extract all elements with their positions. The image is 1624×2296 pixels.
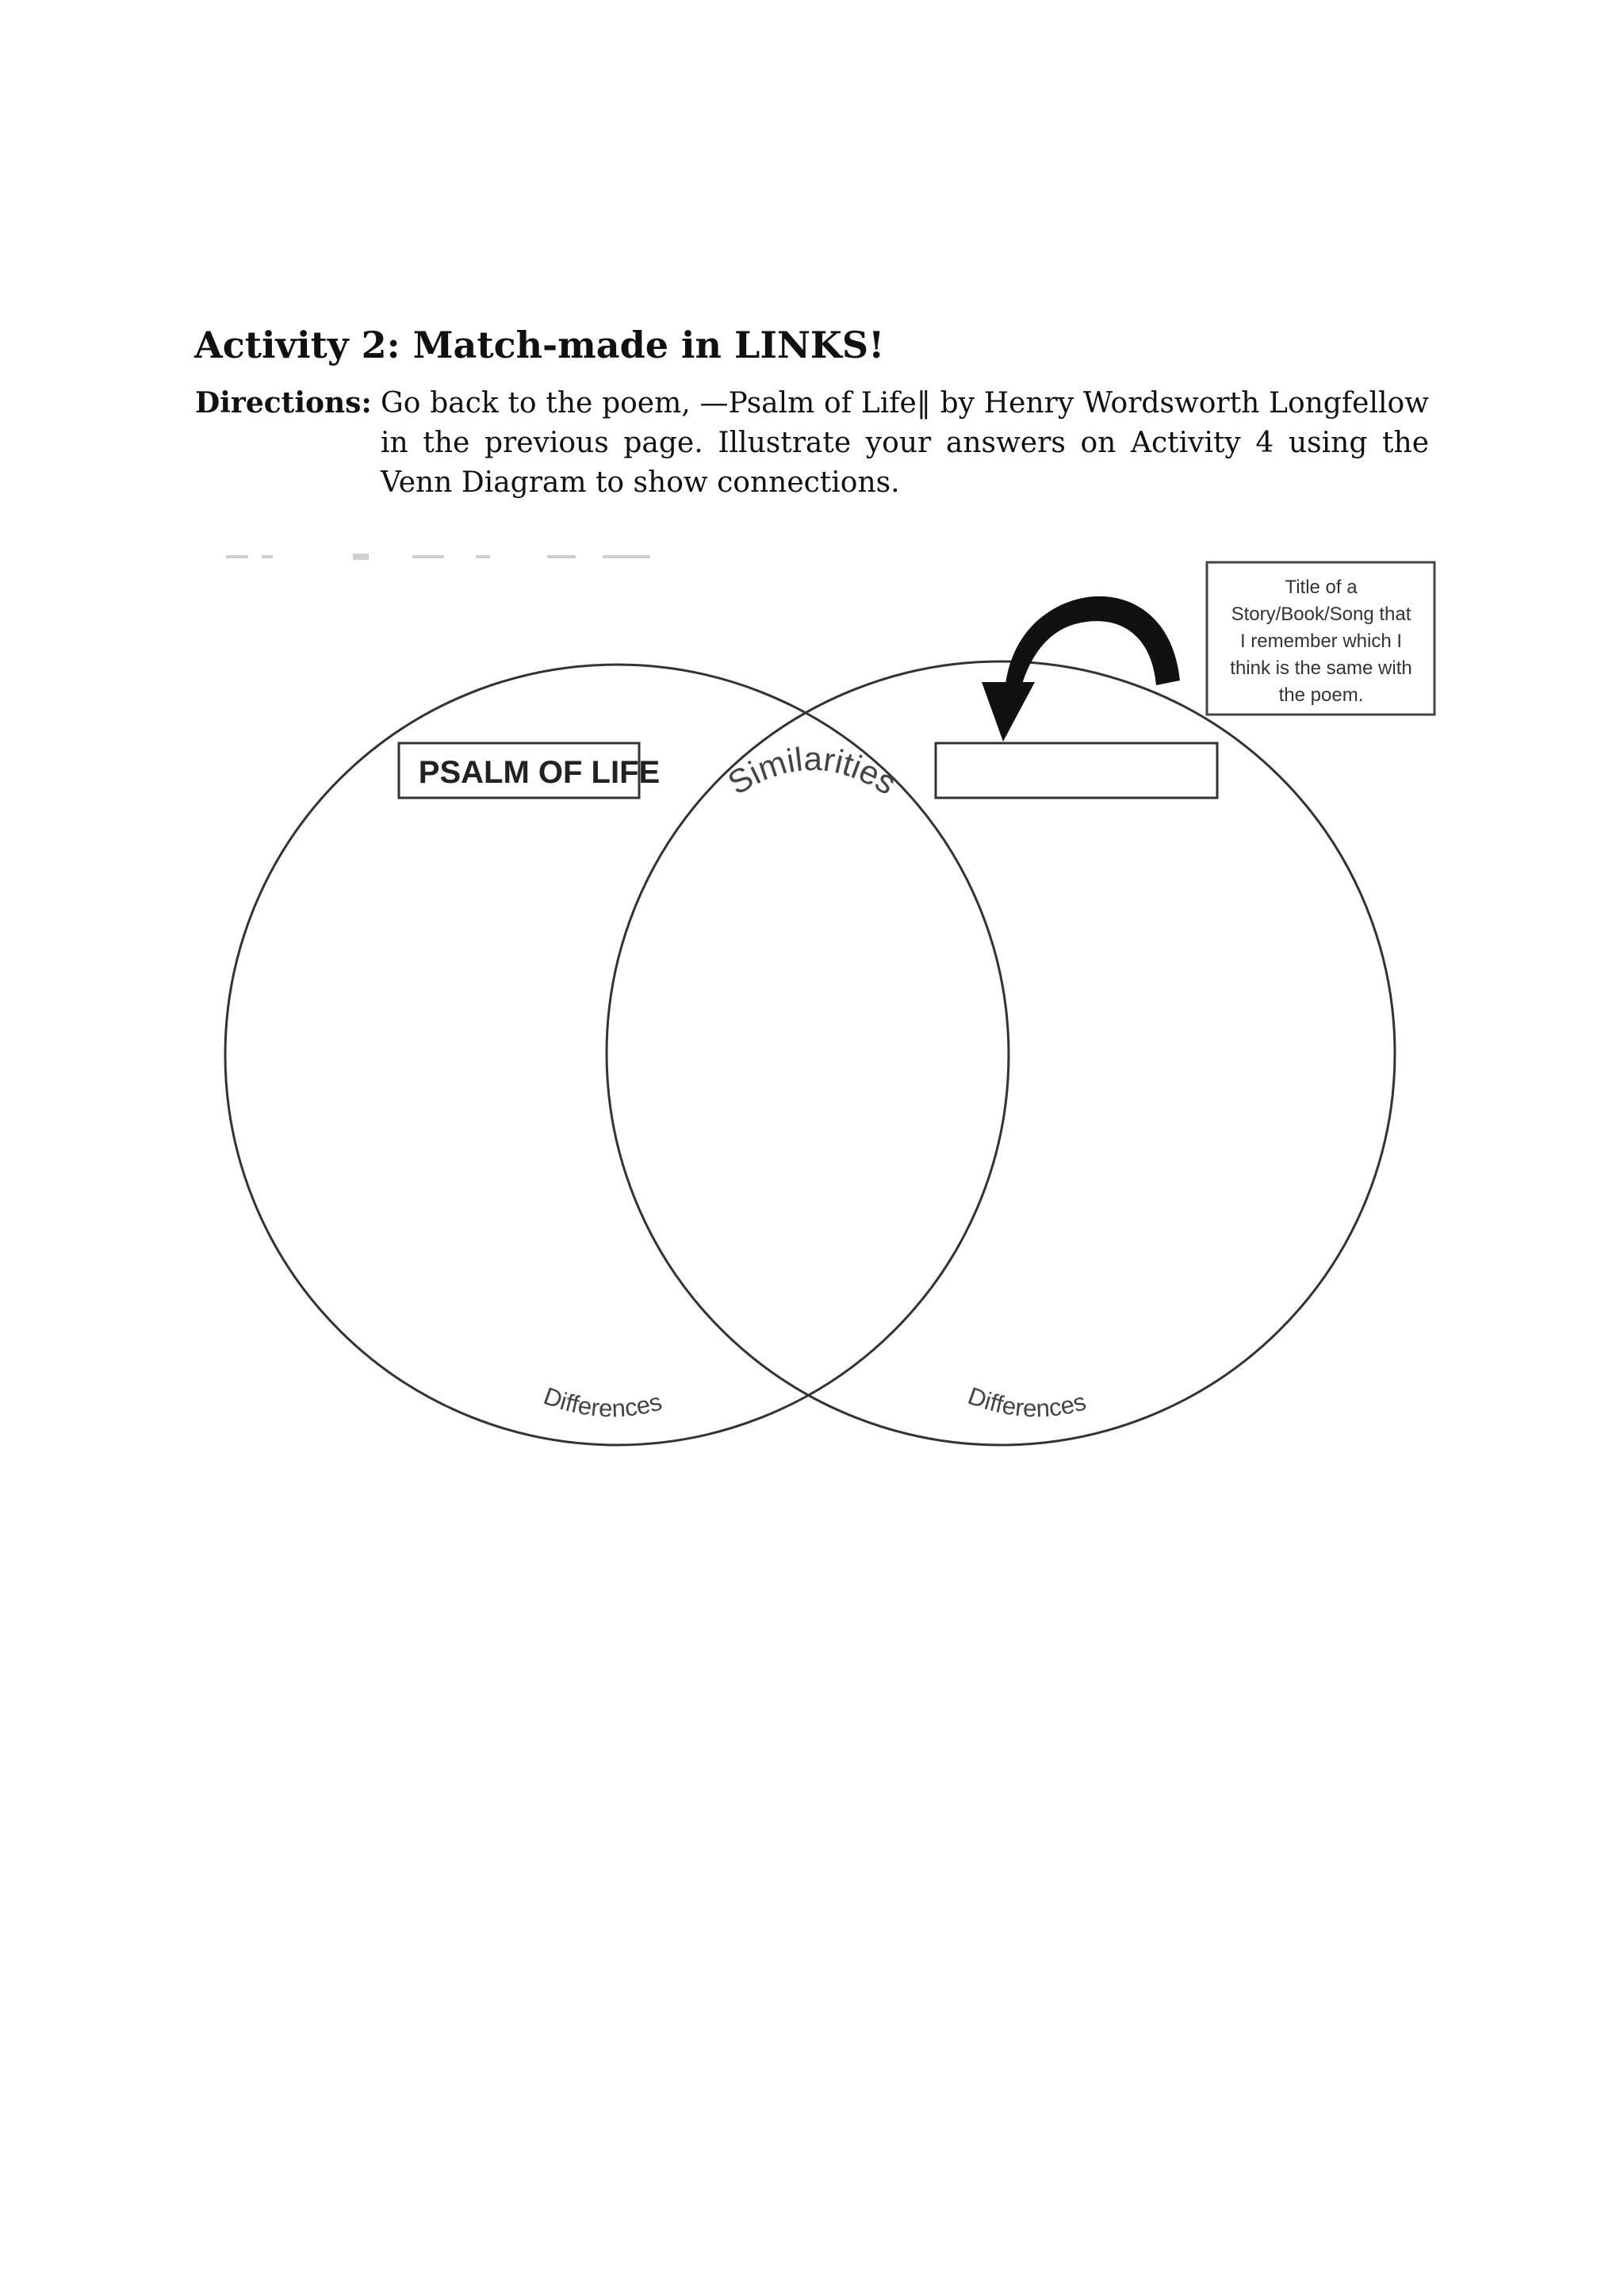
- callout-line: Story/Book/Song that: [1231, 604, 1411, 625]
- directions-text: Go back to the poem, —Psalm of Life‖ by Henry Wordsworth Longfellow in the previous page. Illustrate your answers on Activity 4 using the Venn Diagram to show connections.: [381, 387, 1429, 499]
- right-differences-label: [964, 1382, 1089, 1422]
- callout-line: Title of a: [1285, 577, 1358, 598]
- right-title-box[interactable]: [936, 743, 1217, 798]
- directions-label: Directions:: [195, 386, 372, 420]
- similarities-label: [722, 740, 903, 802]
- left-title-label: PSALM OF LIFE: [418, 755, 661, 790]
- callout-line: I remember which I: [1239, 631, 1403, 652]
- left-differences-label: [540, 1382, 665, 1422]
- left-differences-text: Differences: [540, 1382, 665, 1423]
- callout-line: the poem.: [1278, 684, 1364, 706]
- callout-line: think is the same with: [1230, 657, 1412, 679]
- activity-title: Activity 2: Match-made in LINKS!: [194, 324, 885, 366]
- similarities-text: Similarities: [721, 739, 903, 802]
- right-differences-text: Differences: [964, 1382, 1090, 1423]
- scan-artifact: [226, 554, 650, 560]
